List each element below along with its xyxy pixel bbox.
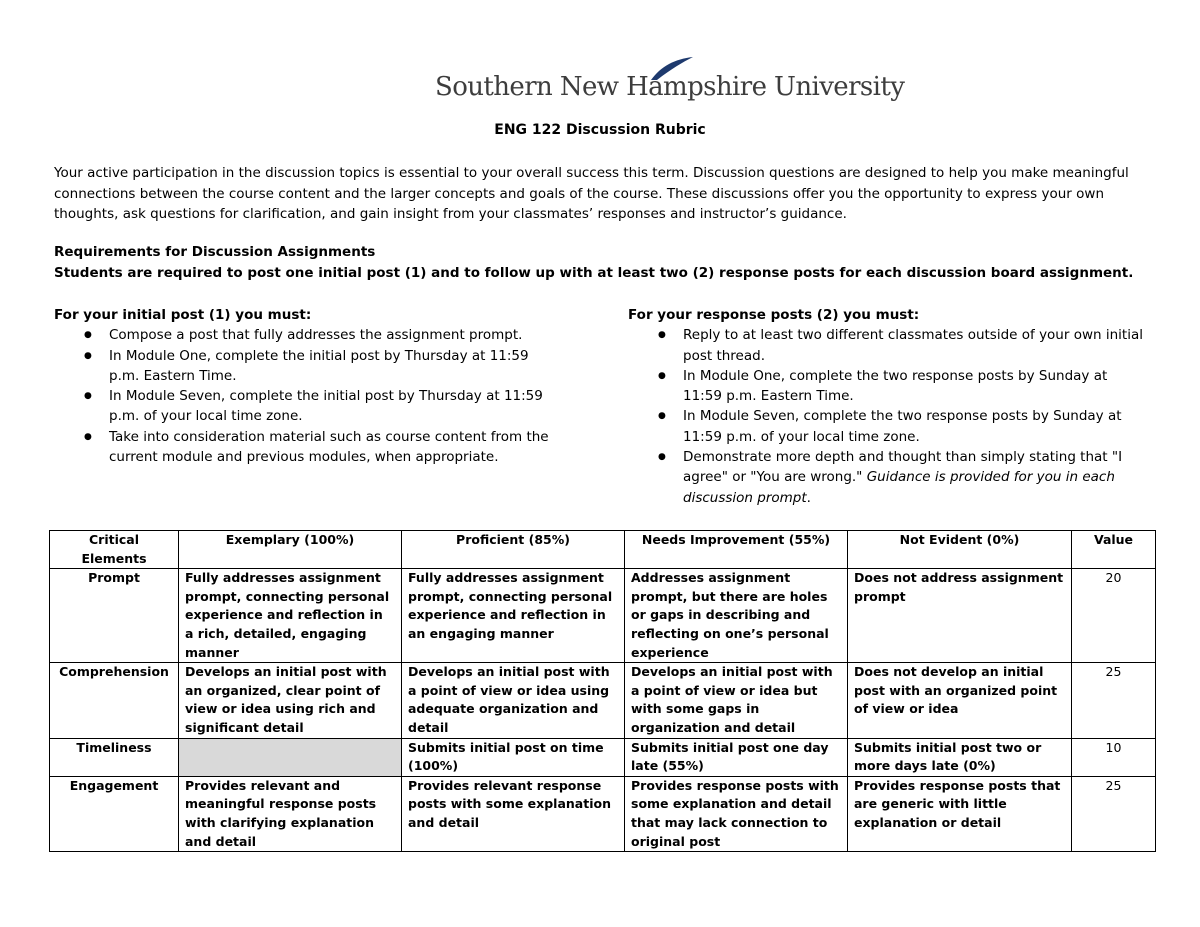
list-item: ● In Module One, complete the two response posts by Sunday at 11:59 p.m. Eastern Time. bbox=[683, 366, 1145, 407]
initial-post-list bbox=[54, 325, 554, 467]
exemplary-cell: Provides relevant and meaningful response posts with clarifying explanation and detail bbox=[179, 776, 402, 851]
response-posts-heading: For your response posts (2) you must: bbox=[628, 307, 920, 323]
proficient-cell: Develops an initial post with a point of view or idea using adequate organization and detail bbox=[402, 663, 625, 738]
not-evident-cell: Does not develop an initial post with an organized point of view or idea bbox=[848, 663, 1072, 738]
initial-post-section bbox=[54, 305, 554, 467]
intro-paragraph: Your active participation in the discussion topics is essential to your overall success this term. Discussion questions are designed to help you make meaningful connections between the course content and the larger concepts and goals of the course. These discussions offer you the opportunity to express your own thoughts, ask questions for clarification, and gain insight from your classmates’ responses and instructor’s guidance. bbox=[54, 165, 1129, 222]
needs-improvement-cell: Provides response posts with some explanation and detail that may lack connection to original post bbox=[625, 776, 848, 851]
requirements-text: Students are required to post one initial post (1) and to follow up with at least two (2) response posts for each discussion board assignment. bbox=[54, 265, 1134, 281]
exemplary-cell: Fully addresses assignment prompt, connecting personal experience and reflection in a rich, detailed, engaging manner bbox=[179, 569, 402, 663]
header-not-evident: Not Evident (0%) bbox=[848, 531, 1072, 569]
header-critical-elements: Critical Elements bbox=[50, 531, 179, 569]
critical-element-cell: Comprehension bbox=[50, 663, 179, 738]
list-item-text: Demonstrate more depth and thought than simply stating that "I agree" or "You are wrong." bbox=[683, 449, 1123, 486]
critical-element-cell: Prompt bbox=[50, 569, 179, 663]
guidance-note: Guidance is provided for you in each discussion prompt bbox=[683, 469, 1115, 506]
not-evident-cell: Does not address assignment prompt bbox=[848, 569, 1072, 663]
initial-post-heading: For your initial post (1) you must: bbox=[54, 307, 312, 323]
list-item: ● In Module Seven, complete the two response posts by Sunday at 11:59 p.m. of your local time zone. bbox=[683, 406, 1145, 447]
table-row bbox=[50, 663, 1156, 738]
table-row bbox=[50, 569, 1156, 663]
university-logo bbox=[435, 56, 905, 106]
needs-improvement-cell: Submits initial post one day late (55%) bbox=[625, 738, 848, 776]
not-evident-cell: Provides response posts that are generic with little explanation or detail bbox=[848, 776, 1072, 851]
proficient-cell: Submits initial post on time (100%) bbox=[402, 738, 625, 776]
needs-improvement-cell: Develops an initial post with a point of view or idea but with some gaps in organization and detail bbox=[625, 663, 848, 738]
requirements-heading: Requirements for Discussion Assignments bbox=[54, 244, 376, 260]
value-cell: 25 bbox=[1072, 663, 1156, 738]
proficient-cell: Fully addresses assignment prompt, connecting personal experience and reflection in an engaging manner bbox=[402, 569, 625, 663]
value-cell: 20 bbox=[1072, 569, 1156, 663]
list-item: ● Compose a post that fully addresses the assignment prompt. bbox=[109, 325, 559, 345]
list-item bbox=[683, 447, 1145, 508]
rubric-table bbox=[49, 530, 1156, 852]
table-header-row bbox=[50, 531, 1156, 569]
empty-shaded-cell bbox=[179, 738, 402, 776]
page-title: ENG 122 Discussion Rubric bbox=[494, 122, 706, 138]
header-value: Value bbox=[1072, 531, 1156, 569]
header-needs-improvement: Needs Improvement (55%) bbox=[625, 531, 848, 569]
header-exemplary: Exemplary (100%) bbox=[179, 531, 402, 569]
table-row bbox=[50, 776, 1156, 851]
list-item: ● Reply to at least two different classmates outside of your own initial post thread. bbox=[683, 325, 1145, 366]
response-posts-section bbox=[628, 305, 1148, 508]
table-row bbox=[50, 738, 1156, 776]
not-evident-cell: Submits initial post two or more days late (0%) bbox=[848, 738, 1072, 776]
proficient-cell: Provides relevant response posts with some explanation and detail bbox=[402, 776, 625, 851]
exemplary-cell: Develops an initial post with an organized, clear point of view or idea using rich and significant detail bbox=[179, 663, 402, 738]
list-item: ● In Module Seven, complete the initial post by Thursday at 11:59 p.m. of your local time zone. bbox=[109, 386, 559, 427]
list-item: ● Take into consideration material such as course content from the current module and previous modules, when appropriate. bbox=[109, 427, 559, 468]
logo-text: Southern New Hampshire University bbox=[435, 72, 905, 102]
needs-improvement-cell: Addresses assignment prompt, but there are holes or gaps in describing and reflecting on one’s personal experience bbox=[625, 569, 848, 663]
critical-element-cell: Engagement bbox=[50, 776, 179, 851]
period: . bbox=[806, 489, 811, 506]
header-proficient: Proficient (85%) bbox=[402, 531, 625, 569]
critical-element-cell: Timeliness bbox=[50, 738, 179, 776]
value-cell: 25 bbox=[1072, 776, 1156, 851]
response-posts-list bbox=[628, 325, 1148, 508]
value-cell: 10 bbox=[1072, 738, 1156, 776]
list-item: ● In Module One, complete the initial post by Thursday at 11:59 p.m. Eastern Time. bbox=[109, 346, 559, 387]
